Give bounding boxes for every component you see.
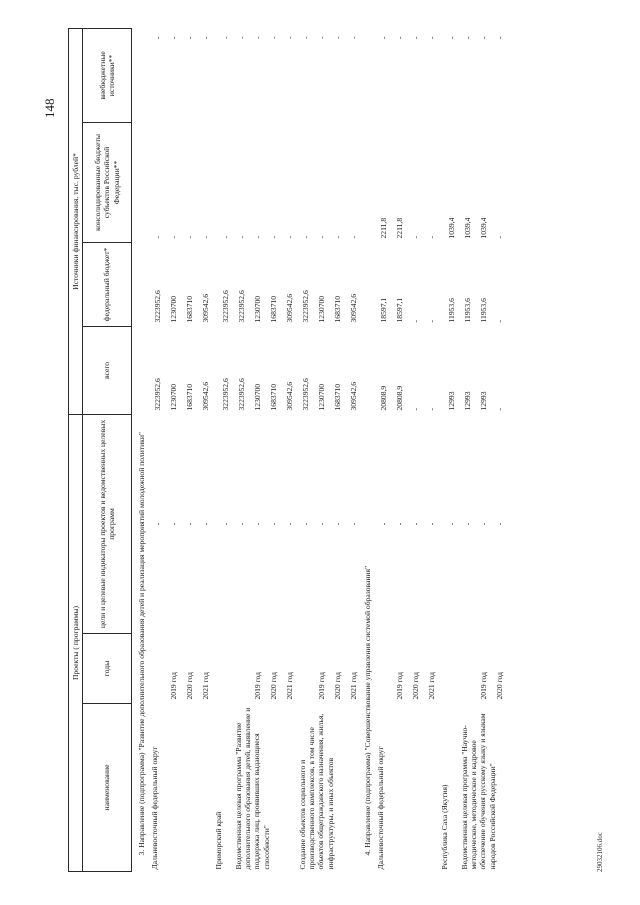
regional-cell: - [332, 235, 342, 239]
goal-cell: - [332, 522, 342, 526]
federal-cell: - [494, 319, 504, 323]
goal-cell: - [426, 522, 436, 526]
table-row [456, 28, 472, 871]
federal-cell: 3223952,6 [152, 290, 162, 323]
year-cell: 2019 год [394, 672, 404, 700]
goal-cell: - [494, 522, 504, 526]
goal-cell: - [268, 522, 278, 526]
total-cell: 3223952,6 [300, 378, 310, 411]
federal-cell: 1230700 [168, 295, 178, 323]
column-header-regional: консолидированные бюджеты субъектов Российской Федерации** [83, 122, 132, 242]
entity-name: Республика Саха (Якутия) [440, 784, 449, 870]
extrabudget-cell: - [348, 36, 358, 39]
section-row [132, 28, 147, 871]
total-cell: 1683710 [268, 383, 278, 411]
federal-cell: 1683710 [184, 295, 194, 323]
federal-cell: 1683710 [332, 295, 342, 323]
federal-cell: 18597,1 [378, 297, 388, 323]
funding-table-sheet [68, 29, 556, 872]
goal-cell: - [446, 522, 456, 526]
total-cell: 20808,9 [394, 385, 404, 411]
goal-cell: - [184, 522, 194, 526]
extrabudget-cell: - [478, 36, 488, 39]
year-cell: 2021 год [284, 672, 294, 700]
total-cell: 1230700 [316, 383, 326, 411]
federal-cell: 309542,6 [348, 294, 358, 323]
federal-cell: - [410, 319, 420, 323]
goal-cell: - [410, 522, 420, 526]
extrabudget-cell: - [220, 36, 230, 39]
total-cell: 309542,6 [348, 382, 358, 411]
table-row [436, 28, 456, 871]
federal-cell: 1683710 [268, 295, 278, 323]
year-cell: 2019 год [252, 672, 262, 700]
section-row [358, 28, 372, 871]
extrabudget-cell: - [426, 36, 436, 39]
goal-cell: - [252, 522, 262, 526]
column-header-total: всего [83, 326, 132, 414]
regional-cell: 2211,8 [394, 217, 404, 239]
entity-name: Приморский край [214, 811, 223, 870]
federal-cell: 3223952,6 [300, 290, 310, 323]
goal-cell: - [316, 522, 326, 526]
goal-cell: - [300, 522, 310, 526]
entity-name: Создание объектов социального и производственного комплексов, в том числе объектов общегражданского назначения, жилья, инфраструктуры, и иных объектов [298, 713, 335, 870]
regional-cell: - [252, 235, 262, 239]
goal-cell: - [462, 522, 472, 526]
goal-cell: - [284, 522, 294, 526]
total-cell: - [494, 407, 504, 411]
total-cell: 1230700 [168, 383, 178, 411]
extrabudget-cell: - [152, 36, 162, 39]
extrabudget-cell: - [184, 36, 194, 39]
year-cell: 2021 год [200, 672, 210, 700]
goal-cell: - [200, 522, 210, 526]
column-header-federal: федеральный бюджет* [83, 242, 132, 326]
section-title: 3. Направление (подпрограмма) "Развитие дополнительного образования детей и реализация мероприятий молодежной политики" [136, 431, 146, 856]
regional-cell: - [316, 235, 326, 239]
year-cell: 2020 год [494, 672, 504, 700]
extrabudget-cell: - [446, 36, 456, 39]
federal-cell: 3223952,6 [236, 290, 246, 323]
table-row [294, 28, 310, 871]
total-cell: 1230700 [252, 383, 262, 411]
total-cell: 3223952,6 [220, 378, 230, 411]
year-cell: 2020 год [184, 672, 194, 700]
federal-cell: - [426, 319, 436, 323]
federal-cell: 1230700 [316, 295, 326, 323]
year-cell [372, 634, 388, 704]
regional-cell: - [348, 235, 358, 239]
federal-cell: 11953,6 [462, 298, 472, 323]
regional-cell: - [152, 235, 162, 239]
extrabudget-cell: - [332, 36, 342, 39]
table-body [132, 28, 505, 871]
goal-cell: - [220, 522, 230, 526]
regional-cell: - [410, 235, 420, 239]
extrabudget-cell: - [394, 36, 404, 39]
extrabudget-cell: - [300, 36, 310, 39]
extrabudget-cell: - [236, 36, 246, 39]
total-cell: - [426, 407, 436, 411]
year-cell: 2019 год [316, 672, 326, 700]
year-cell: 2021 год [426, 672, 436, 700]
goal-cell: - [394, 522, 404, 526]
year-cell: 2019 год [168, 672, 178, 700]
goal-cell: - [152, 522, 162, 526]
column-header-years: годы [83, 634, 132, 704]
year-cell: 2021 год [348, 672, 358, 700]
total-cell: 309542,6 [200, 382, 210, 411]
year-cell [294, 634, 310, 704]
regional-cell: - [184, 235, 194, 239]
regional-cell: - [300, 235, 310, 239]
regional-cell: - [236, 235, 246, 239]
document-code: 29032106.doc [596, 832, 604, 872]
total-cell: - [410, 407, 420, 411]
table-row [146, 28, 162, 871]
total-cell: 1683710 [184, 383, 194, 411]
total-cell: 3223952,6 [236, 378, 246, 411]
extrabudget-cell: - [378, 36, 388, 39]
table-row [372, 28, 388, 871]
federal-cell: 11953,6 [446, 298, 456, 323]
federal-cell: 1230700 [252, 295, 262, 323]
regional-cell: - [220, 235, 230, 239]
regional-cell: - [494, 235, 504, 239]
column-header-extrabudget: внебюджетные источники** [83, 28, 132, 122]
year-cell: 2020 год [268, 672, 278, 700]
year-cell [456, 634, 472, 704]
funding-group-header: Источники финансирования, тыс. рублей* [69, 28, 83, 414]
extrabudget-cell: - [462, 36, 472, 39]
regional-cell: - [200, 235, 210, 239]
regional-cell: 1039,4 [478, 217, 488, 239]
total-cell: 3223952,6 [152, 378, 162, 411]
regional-cell: 2211,8 [378, 217, 388, 239]
year-cell [436, 634, 456, 704]
year-cell: 2020 год [410, 672, 420, 700]
total-cell: 20808,9 [378, 385, 388, 411]
federal-cell: 11953,6 [478, 298, 488, 323]
total-cell: 12993 [478, 391, 488, 411]
year-cell [230, 634, 246, 704]
regional-cell: - [426, 235, 436, 239]
table-row [230, 28, 246, 871]
extrabudget-cell: - [268, 36, 278, 39]
extrabudget-cell: - [284, 36, 294, 39]
goal-cell: - [478, 522, 488, 526]
federal-cell: 309542,6 [200, 294, 210, 323]
year-cell: 2019 год [478, 672, 488, 700]
year-cell [210, 634, 230, 704]
total-cell: 1683710 [332, 383, 342, 411]
regional-cell: 1039,4 [446, 217, 456, 239]
regional-cell: - [268, 235, 278, 239]
goal-cell: - [236, 522, 246, 526]
entity-name: Ведомственная целевая программа "Развитие дополнительного образования детей, выявление и поддержка лиц, проявивших выдающиеся способности" [234, 707, 271, 870]
funding-table [68, 28, 504, 872]
regional-cell: - [284, 235, 294, 239]
federal-cell: 309542,6 [284, 294, 294, 323]
entity-name: Дальневосточный федеральный округ [376, 746, 385, 870]
total-cell: 12993 [446, 391, 456, 411]
extrabudget-cell: - [200, 36, 210, 39]
table-row [210, 28, 230, 871]
projects-group-header: Проекты ( программы) [69, 414, 83, 871]
extrabudget-cell: - [316, 36, 326, 39]
page-number: 148 [42, 98, 57, 118]
federal-cell: 3223952,6 [220, 290, 230, 323]
year-cell [146, 634, 162, 704]
goal-cell: - [378, 522, 388, 526]
year-cell: 2020 год [332, 672, 342, 700]
extrabudget-cell: - [410, 36, 420, 39]
federal-cell: 18597,1 [394, 297, 404, 323]
total-cell: 309542,6 [284, 382, 294, 411]
extrabudget-cell: - [168, 36, 178, 39]
regional-cell: - [168, 235, 178, 239]
goal-cell: - [168, 522, 178, 526]
total-cell: 12993 [462, 391, 472, 411]
entity-name: Дальневосточный федеральный округ [150, 746, 159, 870]
extrabudget-cell: - [494, 36, 504, 39]
column-header-goals: цели и целевые индикаторы проектов и ведомственных целевых программ [83, 414, 132, 633]
goal-cell: - [348, 522, 358, 526]
extrabudget-cell: - [252, 36, 262, 39]
section-title: 4. Направление (подпрограмма) "Совершенствование управления системой образования" [362, 565, 372, 856]
entity-name: Ведомственная целевая программа "Научно-методическое, методическое и кадровое обеспечение обучения русскому языку и языкам народов Российской Федерации" [460, 713, 497, 870]
column-header-name: наименование [83, 704, 132, 872]
regional-cell: 1039,4 [462, 217, 472, 239]
